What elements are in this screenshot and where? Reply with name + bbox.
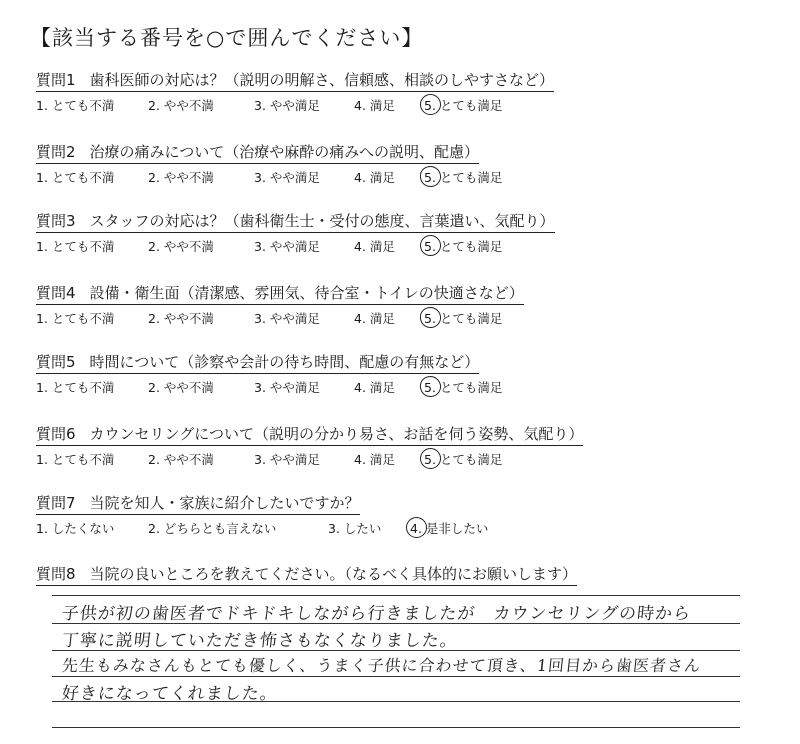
option-3[interactable]: 3. やや満足 <box>254 170 320 185</box>
option-3[interactable]: 3. やや満足 <box>254 311 320 326</box>
option-4-selected[interactable]: 4. 是非したい <box>410 519 488 539</box>
option-3[interactable]: 3. やや満足 <box>254 98 320 113</box>
option-5-selected[interactable]: 5. とても満足 <box>424 378 502 398</box>
option-1[interactable]: 1. とても不満 <box>36 98 115 113</box>
handwritten-answer-line-1: 子供が初の歯医者でドキドキしながら行きましたが カウンセリングの時から <box>60 604 693 624</box>
option-2[interactable]: 2. やや不満 <box>148 239 214 254</box>
question-text: カウンセリングについて（説明の分かり易さ、お話を伺う姿勢、気配り） <box>89 425 584 443</box>
option-3[interactable]: 3. したい <box>328 521 382 536</box>
question-6-heading <box>36 424 583 446</box>
option-5-selected[interactable]: 5. とても満足 <box>424 168 502 188</box>
option-5-selected[interactable]: 5. とても満足 <box>424 450 502 470</box>
option-4[interactable]: 4. 満足 <box>354 239 395 254</box>
handwritten-answer-line-3: 先生もみなさんもとても優しく、うまく子供に合わせて頂き、1回目から歯医者さん <box>60 656 703 675</box>
option-4[interactable]: 4. 満足 <box>354 311 395 326</box>
option-4[interactable]: 4. 満足 <box>354 380 395 395</box>
handwritten-answer-line-2: 丁寧に説明していただき怖さもなくなりました。 <box>60 631 459 651</box>
handwritten-answer-line-4: 好きになってくれました。 <box>60 684 279 704</box>
writing-line <box>52 595 740 596</box>
option-1[interactable]: 1. とても不満 <box>36 380 115 395</box>
question-2-heading <box>36 142 479 164</box>
option-2[interactable]: 2. やや不満 <box>148 311 214 326</box>
question-text: 歯科医師の対応は？（説明の明解さ、信頼感、相談のしやすさなど） <box>89 71 554 89</box>
question-number: 質問6 <box>36 425 76 443</box>
question-text: 時間について（診察や会計の待ち時間、配慮の有無など） <box>89 353 480 371</box>
selection-circle <box>418 305 443 330</box>
question-number: 質問4 <box>36 284 76 302</box>
option-2[interactable]: 2. やや不満 <box>148 452 214 467</box>
writing-line <box>52 676 740 677</box>
question-number: 質問3 <box>36 212 76 230</box>
question-text: 当院を知人・家族に紹介したいですか？ <box>89 494 360 512</box>
option-3[interactable]: 3. やや満足 <box>254 452 320 467</box>
question-1-heading <box>36 70 554 92</box>
option-5-selected[interactable]: 5. とても満足 <box>424 237 502 257</box>
question-4-heading <box>36 283 524 305</box>
page-title: 【該当する番号を○で囲んでください】 <box>30 26 424 50</box>
option-3[interactable]: 3. やや満足 <box>254 239 320 254</box>
option-2[interactable]: 2. どちらとも言えない <box>148 521 277 536</box>
option-2[interactable]: 2. やや不満 <box>148 98 214 113</box>
question-number: 質問5 <box>36 353 76 371</box>
option-1[interactable]: 1. とても不満 <box>36 452 115 467</box>
selection-circle <box>406 517 427 538</box>
option-1[interactable]: 1. したくない <box>36 521 115 536</box>
option-3[interactable]: 3. やや満足 <box>254 380 320 395</box>
selection-circle <box>418 164 443 189</box>
writing-line <box>52 727 740 728</box>
selection-circle <box>420 94 441 115</box>
option-1[interactable]: 1. とても不満 <box>36 311 115 326</box>
option-2[interactable]: 2. やや不満 <box>148 380 214 395</box>
option-4[interactable]: 4. 満足 <box>354 170 395 185</box>
question-number: 質問2 <box>36 143 76 161</box>
question-text: 当院の良いところを教えてください。（なるべく具体的にお願いします） <box>89 565 578 583</box>
selection-circle <box>420 235 441 256</box>
option-2[interactable]: 2. やや不満 <box>148 170 214 185</box>
option-5-selected[interactable]: 5. とても満足 <box>424 309 502 329</box>
selection-circle <box>420 448 441 469</box>
question-text: スタッフの対応は？（歯科衛生士・受付の態度、言葉遣い、気配り） <box>89 212 555 230</box>
question-number: 質問7 <box>36 494 76 512</box>
question-text: 治療の痛みについて（治療や麻酔の痛みへの説明、配慮） <box>89 143 479 161</box>
question-7-heading <box>36 493 360 515</box>
question-number: 質問8 <box>36 565 76 583</box>
option-5-selected[interactable]: 5. とても満足 <box>424 96 502 116</box>
question-text: 設備・衛生面（清潔感、雰囲気、待合室・トイレの快適さなど） <box>89 284 524 302</box>
question-number: 質問1 <box>36 71 76 89</box>
question-5-heading <box>36 352 479 374</box>
selection-circle <box>418 374 443 399</box>
option-4[interactable]: 4. 満足 <box>354 98 395 113</box>
option-1[interactable]: 1. とても不満 <box>36 170 115 185</box>
option-1[interactable]: 1. とても不満 <box>36 239 115 254</box>
question-8-heading <box>36 564 577 586</box>
option-4[interactable]: 4. 満足 <box>354 452 395 467</box>
question-3-heading <box>36 211 555 233</box>
